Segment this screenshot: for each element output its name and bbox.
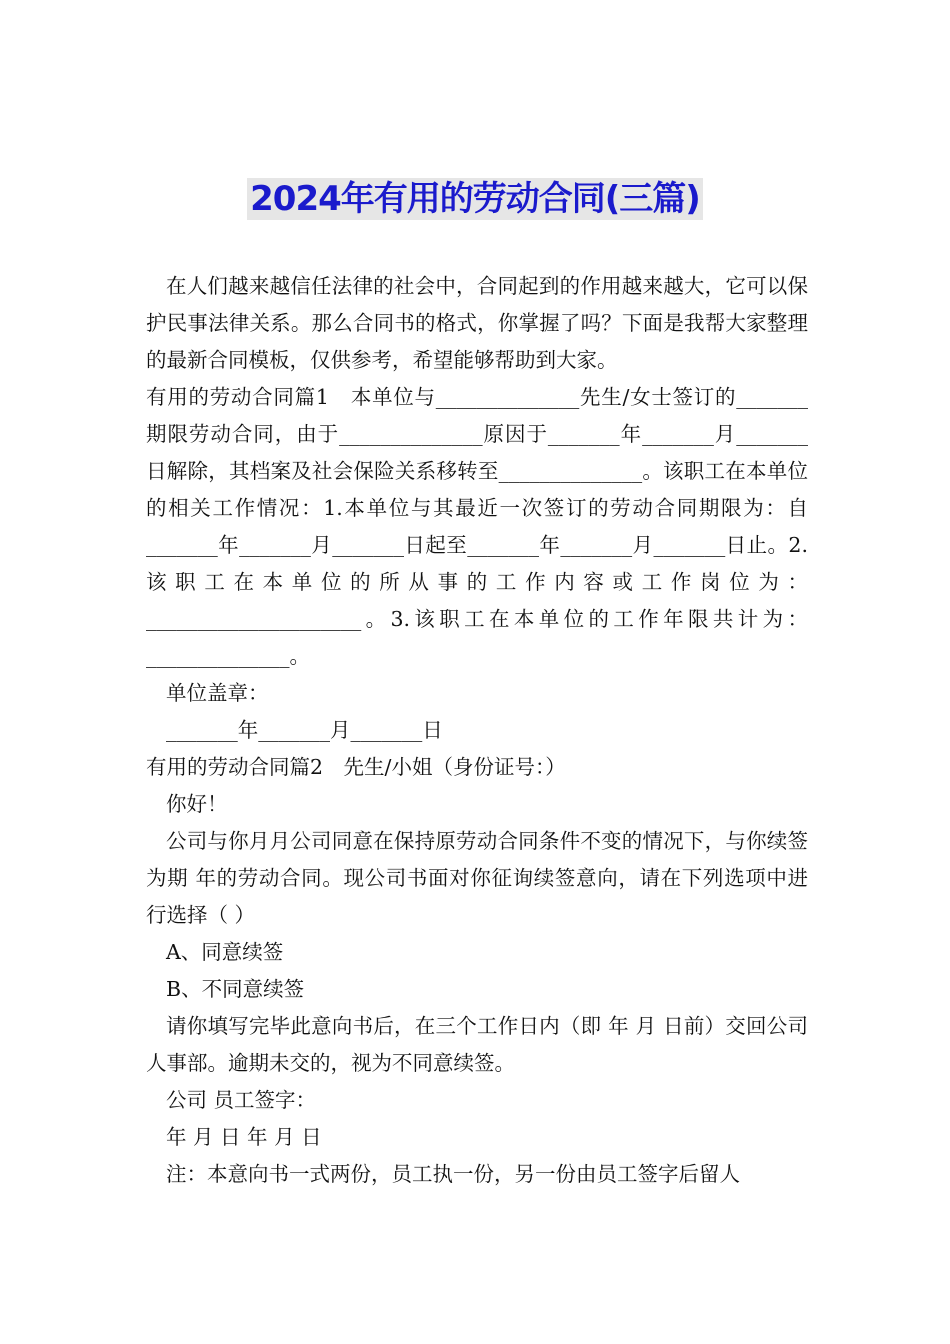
signature-date-line: 年 月 日 年 月 日 bbox=[166, 1125, 322, 1149]
signature-line: 公司 员工签字： bbox=[166, 1088, 317, 1112]
renewal-paragraph: 公司与你月月公司同意在保持原劳动合同条件不变的情况下，与你续签为期 年的劳动合同。现公司书面对你征询续签意向，请在下列选项中进行选择（ ） bbox=[146, 829, 808, 927]
document-title: 2024年有用的劳动合同(三篇) bbox=[247, 178, 703, 220]
greeting: 你好！ bbox=[166, 792, 228, 816]
unit-seal-label: 单位盖章： bbox=[166, 681, 269, 705]
return-instructions: 请你填写完毕此意向书后，在三个工作日内（即 年 月 日前）交回公司 人事部。逾期未交的，视为不同意续签。 bbox=[146, 1014, 808, 1075]
intro-paragraph: 在人们越来越信任法律的社会中，合同起到的作用越来越大，它可以保护民事法律关系。那么合同书的格式，你掌握了吗？下面是我帮大家整理的最新合同模板，仅供参考，希望能够帮助到大家。 bbox=[146, 274, 808, 372]
option-a: A、同意续签 bbox=[166, 940, 284, 964]
title-container bbox=[0, 178, 950, 220]
contract-1-paragraph: 有用的劳动合同篇1 本单位与______________先生/女士签订的_______期限劳动合同，由于______________原因于_______年_______月_______日解除，其档案及社会保险关系移转至______________。该职工在本单位的相关工作情况：1.本单位与其最近一次签订的劳动合同期限为：自_______年_______月_______日起至_______年_______月_______日止。2.该职工在本单位的所从事的工作内容或工作岗位为：_____________________。3.该职工在本单位的工作年限共计为：______________。 bbox=[146, 385, 808, 668]
option-b: B、不同意续签 bbox=[166, 977, 305, 1001]
seal-date-line: _______年_______月_______日 bbox=[166, 718, 443, 742]
document-body bbox=[146, 268, 808, 1193]
note-paragraph: 注：本意向书一式两份，员工执一份，另一份由员工签字后留人 bbox=[166, 1162, 740, 1186]
contract-2-heading: 有用的劳动合同篇2 先生/小姐（身份证号：） bbox=[146, 755, 566, 779]
